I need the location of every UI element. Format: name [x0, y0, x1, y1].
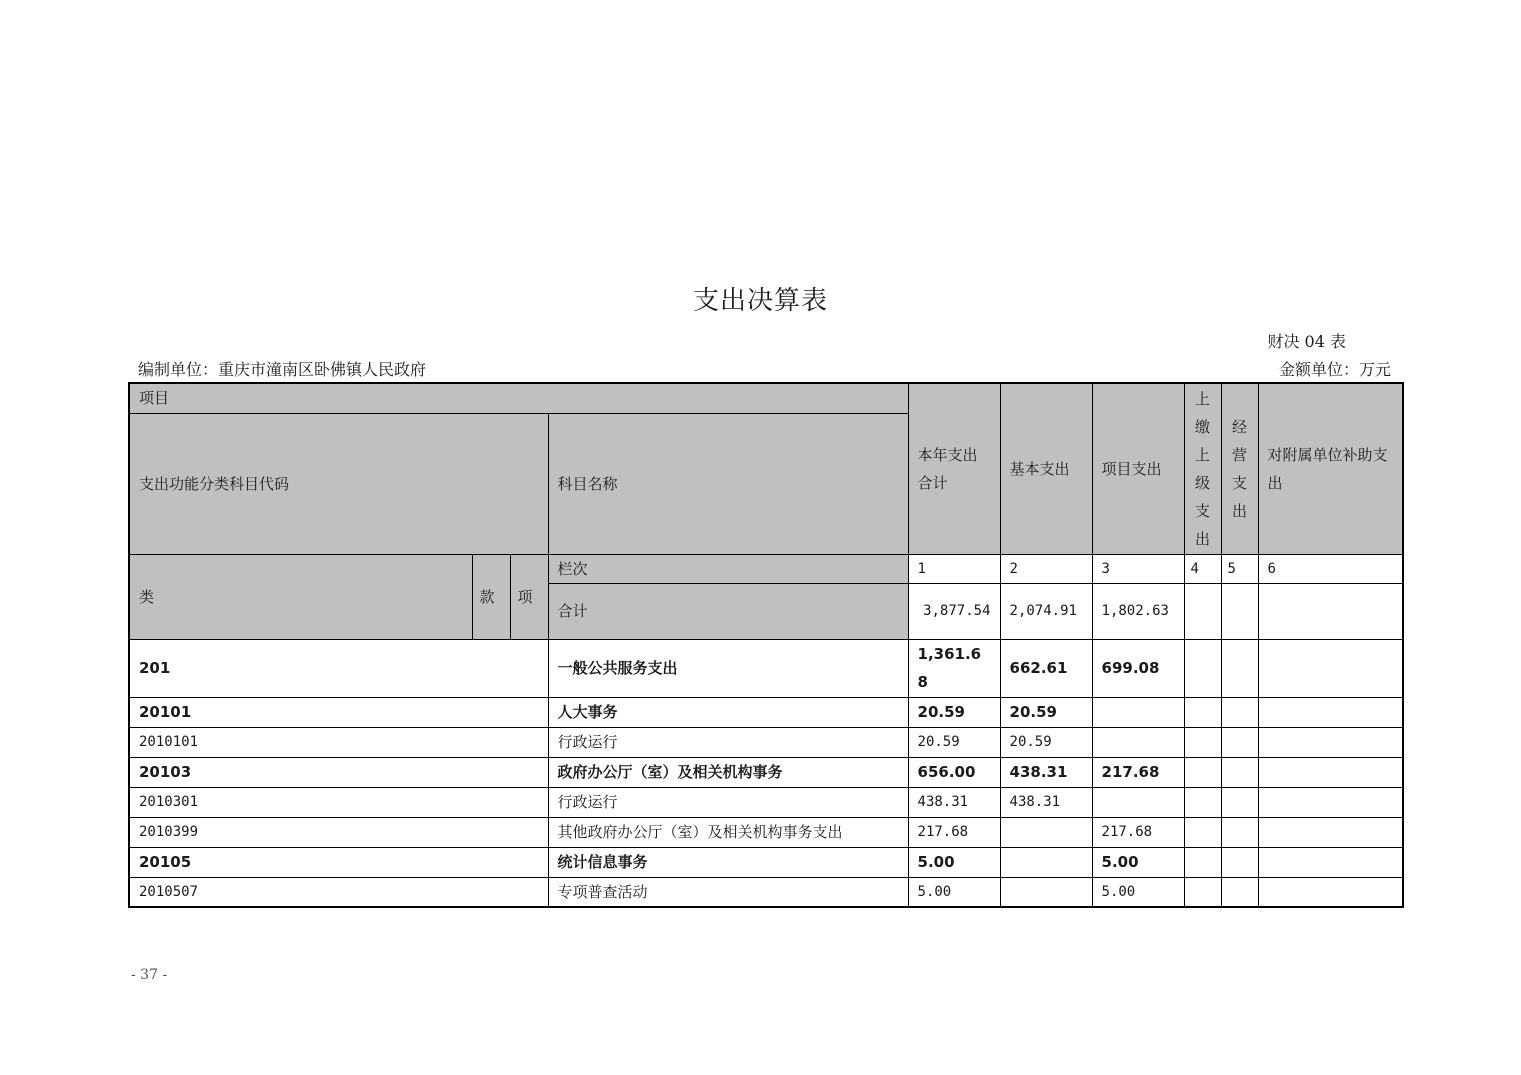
total-subsidy [1258, 583, 1403, 639]
row-total: 438.31 [908, 787, 1000, 817]
row-basic: 20.59 [1000, 697, 1092, 727]
row-code: 2010301 [129, 787, 548, 817]
row-upper [1184, 757, 1221, 787]
row-subsidy [1258, 697, 1403, 727]
row-business [1221, 757, 1258, 787]
row-total: 5.00 [908, 877, 1000, 907]
row-subsidy [1258, 817, 1403, 847]
table-row [129, 817, 1403, 847]
row-business [1221, 787, 1258, 817]
table-row [129, 757, 1403, 787]
row-code: 2010101 [129, 727, 548, 757]
total-value: 3,877.54 [908, 583, 1000, 639]
row-basic [1000, 847, 1092, 877]
header-total: 本年支出合计 [908, 383, 1000, 554]
row-total: 5.00 [908, 847, 1000, 877]
row-upper [1184, 817, 1221, 847]
header-lei: 类 [129, 554, 472, 639]
row-name: 其他政府办公厅（室）及相关机构事务支出 [548, 817, 908, 847]
row-name: 一般公共服务支出 [548, 639, 908, 697]
header-item: 项目 [129, 383, 908, 413]
total-project: 1,802.63 [1092, 583, 1184, 639]
row-business [1221, 639, 1258, 697]
total-upper [1184, 583, 1221, 639]
row-basic [1000, 877, 1092, 907]
row-code: 20103 [129, 757, 548, 787]
row-total: 217.68 [908, 817, 1000, 847]
header-business: 经营支出 [1221, 383, 1258, 554]
row-basic [1000, 817, 1092, 847]
row-name: 行政运行 [548, 787, 908, 817]
table-row [129, 847, 1403, 877]
total-business [1221, 583, 1258, 639]
form-number: 财决 04 表 [1267, 332, 1346, 351]
row-project: 5.00 [1092, 847, 1184, 877]
page-title: 支出决算表 [692, 286, 828, 316]
header-basic: 基本支出 [1000, 383, 1092, 554]
row-code: 20105 [129, 847, 548, 877]
row-business [1221, 877, 1258, 907]
row-subsidy [1258, 787, 1403, 817]
row-subsidy [1258, 727, 1403, 757]
row-basic: 438.31 [1000, 757, 1092, 787]
expenditure-table [128, 382, 1404, 908]
row-subsidy [1258, 639, 1403, 697]
header-name: 科目名称 [548, 413, 908, 554]
header-code: 支出功能分类科目代码 [129, 413, 548, 554]
row-business [1221, 697, 1258, 727]
total-basic: 2,074.91 [1000, 583, 1092, 639]
table-row [129, 727, 1403, 757]
row-business [1221, 817, 1258, 847]
table-row [129, 787, 1403, 817]
col-number-2: 2 [1000, 554, 1092, 583]
row-upper [1184, 877, 1221, 907]
table-row [129, 697, 1403, 727]
header-kuan: 款 [472, 554, 510, 639]
row-upper [1184, 697, 1221, 727]
header-subsidy: 对附属单位补助支出 [1258, 383, 1403, 554]
row-name: 专项普查活动 [548, 877, 908, 907]
row-name: 行政运行 [548, 727, 908, 757]
row-project [1092, 697, 1184, 727]
header-project: 项目支出 [1092, 383, 1184, 554]
header-lanci: 栏次 [548, 554, 908, 583]
row-project: 699.08 [1092, 639, 1184, 697]
col-number-3: 3 [1092, 554, 1184, 583]
row-upper [1184, 639, 1221, 697]
row-subsidy [1258, 757, 1403, 787]
unit-line [138, 357, 1391, 380]
row-code: 2010507 [129, 877, 548, 907]
col-number-4: 4 [1184, 554, 1221, 583]
row-code: 20101 [129, 697, 548, 727]
row-basic: 20.59 [1000, 727, 1092, 757]
table-row [129, 639, 1403, 697]
row-project: 217.68 [1092, 817, 1184, 847]
row-total: 1,361.68 [908, 639, 1000, 697]
row-upper [1184, 787, 1221, 817]
header-xiang: 项 [510, 554, 548, 639]
row-code: 201 [129, 639, 548, 697]
row-project: 5.00 [1092, 877, 1184, 907]
row-project [1092, 727, 1184, 757]
row-subsidy [1258, 877, 1403, 907]
col-number-6: 6 [1258, 554, 1403, 583]
row-project [1092, 787, 1184, 817]
row-basic: 662.61 [1000, 639, 1092, 697]
amount-unit-label: 金额单位：万元 [1278, 360, 1391, 379]
row-business [1221, 727, 1258, 757]
row-name: 政府办公厅（室）及相关机构事务 [548, 757, 908, 787]
table-row [129, 877, 1403, 907]
col-number-5: 5 [1221, 554, 1258, 583]
row-project: 217.68 [1092, 757, 1184, 787]
col-number-1: 1 [908, 554, 1000, 583]
row-subsidy [1258, 847, 1403, 877]
header-upper: 上缴上级支出 [1184, 383, 1221, 554]
row-basic: 438.31 [1000, 787, 1092, 817]
row-total: 656.00 [908, 757, 1000, 787]
compiler-label: 编制单位：重庆市潼南区卧佛镇人民政府 [138, 360, 427, 379]
row-upper [1184, 847, 1221, 877]
row-upper [1184, 727, 1221, 757]
row-total: 20.59 [908, 697, 1000, 727]
row-business [1221, 847, 1258, 877]
page-number: - 37 - [131, 967, 168, 983]
row-total: 20.59 [908, 727, 1000, 757]
row-code: 2010399 [129, 817, 548, 847]
row-name: 人大事务 [548, 697, 908, 727]
total-label: 合计 [548, 583, 908, 639]
row-name: 统计信息事务 [548, 847, 908, 877]
